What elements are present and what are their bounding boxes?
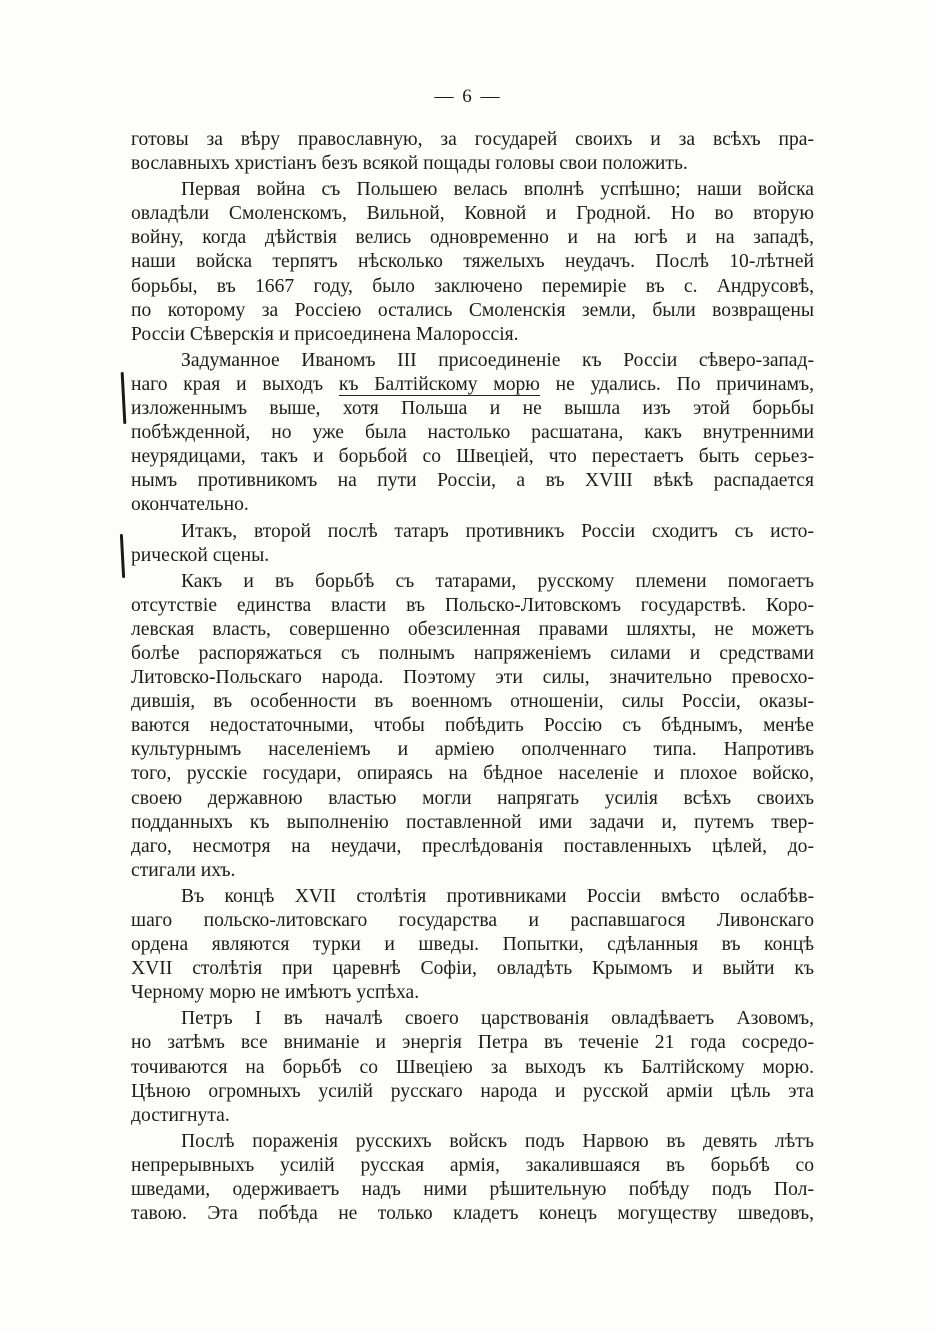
text-line: готовы за вѣру православную, за государей своихъ и за всѣхъ пра- [131,129,814,150]
text-line: ваются недостаточными, чтобы побѣдить Россію съ бѣднымъ, менѣе [131,715,814,737]
text-line: того, русскіе государи, опираясь на бѣдное населеніе и плохое войско, [131,763,814,785]
text-line: болѣе распоряжаться съ полнымъ напряженіемъ силами и средствами [131,642,814,664]
text-line: Первая война съ Польшею велась вполнѣ успѣшно; наши войска [181,179,814,201]
text-line: Послѣ пораженія русскихъ войскъ подъ Нарвою въ девять лѣтъ [181,1130,814,1152]
body-text [131,128,814,1228]
text-line: вославныхъ христіанъ безъ всякой пощады головы свои положить. [131,153,688,175]
paragraph [131,520,814,568]
paragraph [131,349,814,518]
paragraph [131,570,814,883]
text-line: окончательно. [131,494,249,516]
text-line: овладѣли Смоленскомъ, Вильной, Ковной и Гродной. Но во вторую [131,203,814,225]
underlined-phrase: къ Балтійскому морю [338,373,540,395]
paragraph [131,128,814,176]
text-line-with-underline [131,373,814,397]
margin-mark [120,534,125,578]
text-line: культурнымъ населеніемъ и арміею ополченнаго типа. Напротивъ [131,739,814,761]
text-line: наши войска терпятъ нѣсколько тяжелыхъ неудачъ. Послѣ 10-лѣтней [131,251,814,273]
text-line: войну, когда дѣйствія велись одновременно и на югѣ и на западѣ, [131,227,814,249]
text-line: XVII столѣтія при царевнѣ Софіи, овладѣть Крымомъ и выйти къ [131,958,814,980]
text-line: достигнута. [131,1104,230,1126]
text-line: непрерывныхъ усилій русская армія, закалившаяся въ борьбѣ со [131,1154,814,1176]
paragraph [131,1007,814,1127]
text-line: стигали ихъ. [131,859,236,881]
text-line: подданныхъ къ выполненію поставленной ими задачи и, путемъ твер- [131,811,814,833]
text-line: Задуманное Иваномъ III присоединеніе къ Россіи сѣверо-запад- [181,349,814,371]
text-line: отсутствіе единства власти въ Польско-Литовскомъ государствѣ. Коро- [131,594,814,616]
text-line: шведами, одерживаетъ надъ ними рѣшительную побѣду подъ Пол- [131,1179,814,1201]
text-line: Цѣною огромныхъ усилій русскаго народа и русской арміи цѣль эта [131,1080,814,1102]
text-line: неурядицами, такъ и борьбой со Швеціей, что перестаетъ быть серьез- [131,446,814,468]
text-line: рической сцены. [131,544,270,566]
text-line: Петръ I въ началѣ своего царствованія овладѣваетъ Азовомъ, [181,1008,814,1030]
text-line: Черному морю не имѣютъ успѣха. [131,982,420,1004]
text-line: борьбы, въ 1667 году, было заключено перемиріе въ с. Андрусовѣ, [131,275,814,297]
text-line: даго, несмотря на неудачи, преслѣдованія поставленныхъ цѣлей, до- [131,835,814,857]
text-segment: не удались. По причинамъ, [539,373,815,395]
text-line: дившія, въ особенности въ военномъ отношеніи, силы Россіи, оказы- [131,691,814,713]
text-line: Въ концѣ XVII столѣтія противниками Россіи вмѣсто ослабѣв- [181,885,814,907]
page-number: — 6 — [434,86,502,107]
text-line: Россіи Сѣверскія и присоединена Малороссія. [131,323,519,345]
text-line: тавою. Эта побѣда не только кладетъ конецъ могуществу шведовъ, [131,1203,814,1225]
text-line: Итакъ, второй послѣ татаръ противникъ Россіи сходитъ съ исто- [181,520,814,542]
text-line: ордена являются турки и шведы. Попытки, сдѣланныя въ концѣ [131,934,814,956]
text-segment: наго края и выходъ [131,373,339,395]
paragraph [131,1130,814,1226]
margin-mark [121,372,127,424]
text-line: изложеннымъ выше, хотя Польша и не вышла изъ этой борьбы [131,398,814,420]
text-line: точиваются на борьбѣ со Швеціею за выходъ къ Балтійскому морю. [131,1056,814,1078]
paragraph [131,178,814,347]
text-line: побѣжденной, но уже была настолько расшатана, какъ внутренними [131,422,814,444]
text-line: левская власть, совершенно обезсиленная правами шляхты, не можетъ [131,618,814,640]
text-line: своею державною властью могли напрягать усилія всѣхъ своихъ [131,787,814,809]
text-line: нымъ противникомъ на пути Россіи, а въ XVIII вѣкѣ распадается [131,470,814,492]
paragraph [131,885,814,1005]
text-line: Какъ и въ борьбѣ съ татарами, русскому племени помогаетъ [181,570,814,592]
text-line: шаго польско-литовскаго государства и распавшагося Ливонскаго [131,910,814,931]
text-line: по которому за Россіею остались Смоленскія земли, были возвращены [131,299,814,321]
text-line: но затѣмъ все вниманіе и энергія Петра въ теченіе 21 года сосредо- [131,1032,814,1054]
text-line: Литовско-Польскаго народа. Поэтому эти силы, значительно превосхо- [131,667,814,689]
